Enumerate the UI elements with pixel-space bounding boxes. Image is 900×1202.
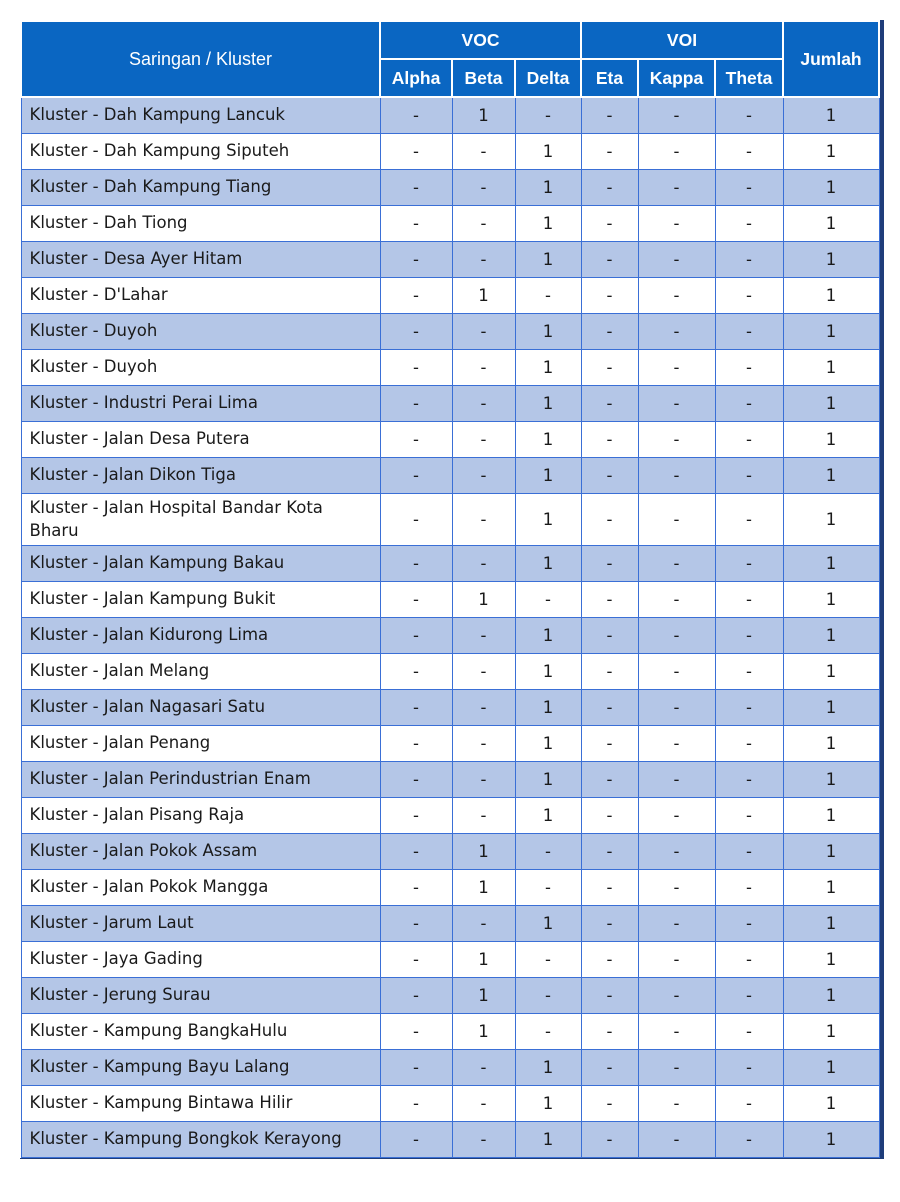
- cell-beta: 1: [452, 97, 515, 134]
- cell-total: 1: [783, 1050, 879, 1086]
- cell-total: 1: [783, 798, 879, 834]
- table-row: [21, 978, 879, 1014]
- cell-name: Kluster - Jalan Melang: [21, 654, 380, 690]
- table-row: [21, 422, 879, 458]
- cell-name: Kluster - Jalan Hospital Bandar Kota Bharu: [21, 494, 380, 546]
- cell-theta: -: [715, 726, 783, 762]
- cell-alpha: -: [380, 690, 452, 726]
- cell-alpha: -: [380, 618, 452, 654]
- cell-eta: -: [581, 618, 638, 654]
- cell-beta: -: [452, 906, 515, 942]
- cell-delta: -: [515, 582, 581, 618]
- cell-name: Kluster - Jalan Dikon Tiga: [21, 458, 380, 494]
- cell-eta: -: [581, 654, 638, 690]
- cell-delta: 1: [515, 458, 581, 494]
- cell-eta: -: [581, 726, 638, 762]
- header-filter-cluster: Saringan / Kluster: [21, 21, 380, 97]
- cell-kappa: -: [638, 618, 715, 654]
- cell-alpha: -: [380, 834, 452, 870]
- cell-kappa: -: [638, 494, 715, 546]
- cell-kappa: -: [638, 350, 715, 386]
- cell-delta: -: [515, 870, 581, 906]
- cell-name: Kluster - Jalan Pokok Mangga: [21, 870, 380, 906]
- cell-total: 1: [783, 1086, 879, 1122]
- cell-theta: -: [715, 942, 783, 978]
- cell-name: Kluster - Kampung Bongkok Kerayong: [21, 1122, 380, 1158]
- cell-kappa: -: [638, 906, 715, 942]
- table-row: [21, 546, 879, 582]
- cell-kappa: -: [638, 458, 715, 494]
- cell-eta: -: [581, 942, 638, 978]
- cell-eta: -: [581, 798, 638, 834]
- cell-name: Kluster - Dah Kampung Lancuk: [21, 97, 380, 134]
- table-row: [21, 314, 879, 350]
- cell-theta: -: [715, 618, 783, 654]
- cell-kappa: -: [638, 870, 715, 906]
- cell-total: 1: [783, 494, 879, 546]
- cell-delta: -: [515, 1014, 581, 1050]
- cell-delta: 1: [515, 170, 581, 206]
- cell-name: Kluster - Dah Kampung Tiang: [21, 170, 380, 206]
- cell-alpha: -: [380, 458, 452, 494]
- cell-delta: 1: [515, 726, 581, 762]
- cell-total: 1: [783, 458, 879, 494]
- cell-total: 1: [783, 1122, 879, 1158]
- cell-eta: -: [581, 458, 638, 494]
- cell-total: 1: [783, 170, 879, 206]
- header-theta: Theta: [715, 59, 783, 97]
- table-row: [21, 1014, 879, 1050]
- cell-total: 1: [783, 726, 879, 762]
- cell-total: 1: [783, 978, 879, 1014]
- cell-theta: -: [715, 1086, 783, 1122]
- cell-total: 1: [783, 242, 879, 278]
- cell-total: 1: [783, 654, 879, 690]
- cell-delta: 1: [515, 242, 581, 278]
- cell-delta: 1: [515, 762, 581, 798]
- table-row: [21, 906, 879, 942]
- cell-eta: -: [581, 242, 638, 278]
- cell-total: 1: [783, 906, 879, 942]
- cell-beta: -: [452, 242, 515, 278]
- table-row: [21, 942, 879, 978]
- cell-delta: 1: [515, 690, 581, 726]
- header-delta: Delta: [515, 59, 581, 97]
- cell-name: Kluster - Kampung Bayu Lalang: [21, 1050, 380, 1086]
- cell-kappa: -: [638, 978, 715, 1014]
- cell-eta: -: [581, 1050, 638, 1086]
- table-row: [21, 726, 879, 762]
- cell-total: 1: [783, 422, 879, 458]
- cell-kappa: -: [638, 1086, 715, 1122]
- cell-theta: -: [715, 1014, 783, 1050]
- cell-theta: -: [715, 170, 783, 206]
- cell-alpha: -: [380, 278, 452, 314]
- cell-theta: -: [715, 546, 783, 582]
- cell-eta: -: [581, 1086, 638, 1122]
- header-voi: VOI: [581, 21, 783, 59]
- cell-theta: -: [715, 1050, 783, 1086]
- cell-beta: -: [452, 762, 515, 798]
- table-row: [21, 97, 879, 134]
- cell-beta: -: [452, 1050, 515, 1086]
- cell-name: Kluster - Jarum Laut: [21, 906, 380, 942]
- cell-alpha: -: [380, 494, 452, 546]
- cell-eta: -: [581, 582, 638, 618]
- cell-delta: -: [515, 978, 581, 1014]
- table-row: [21, 350, 879, 386]
- cell-beta: -: [452, 134, 515, 170]
- cell-name: Kluster - Desa Ayer Hitam: [21, 242, 380, 278]
- cell-delta: 1: [515, 350, 581, 386]
- cell-kappa: -: [638, 834, 715, 870]
- cell-eta: -: [581, 97, 638, 134]
- cell-alpha: -: [380, 97, 452, 134]
- cell-beta: 1: [452, 582, 515, 618]
- cell-alpha: -: [380, 582, 452, 618]
- cell-eta: -: [581, 978, 638, 1014]
- header-kappa: Kappa: [638, 59, 715, 97]
- cell-name: Kluster - Jerung Surau: [21, 978, 380, 1014]
- cell-beta: 1: [452, 942, 515, 978]
- table-row: [21, 1050, 879, 1086]
- cell-alpha: -: [380, 1014, 452, 1050]
- cell-name: Kluster - Kampung BangkaHulu: [21, 1014, 380, 1050]
- cell-beta: 1: [452, 978, 515, 1014]
- cell-total: 1: [783, 582, 879, 618]
- cell-delta: 1: [515, 1122, 581, 1158]
- cell-alpha: -: [380, 870, 452, 906]
- cell-alpha: -: [380, 386, 452, 422]
- header-beta: Beta: [452, 59, 515, 97]
- cell-beta: -: [452, 726, 515, 762]
- cell-beta: -: [452, 458, 515, 494]
- table-row: [21, 494, 879, 546]
- cell-eta: -: [581, 170, 638, 206]
- cell-beta: 1: [452, 1014, 515, 1050]
- cell-beta: -: [452, 386, 515, 422]
- cell-theta: -: [715, 134, 783, 170]
- cell-eta: -: [581, 690, 638, 726]
- table-row: [21, 654, 879, 690]
- table-row: [21, 458, 879, 494]
- cell-beta: -: [452, 546, 515, 582]
- cell-delta: 1: [515, 546, 581, 582]
- cell-kappa: -: [638, 726, 715, 762]
- cell-name: Kluster - Jalan Kampung Bakau: [21, 546, 380, 582]
- cell-name: Kluster - Industri Perai Lima: [21, 386, 380, 422]
- cell-name: Kluster - Jalan Perindustrian Enam: [21, 762, 380, 798]
- table-row: [21, 278, 879, 314]
- cell-eta: -: [581, 422, 638, 458]
- cell-theta: -: [715, 870, 783, 906]
- table-row: [21, 798, 879, 834]
- cell-delta: 1: [515, 906, 581, 942]
- cell-total: 1: [783, 1014, 879, 1050]
- cell-beta: -: [452, 1086, 515, 1122]
- cell-alpha: -: [380, 798, 452, 834]
- cell-kappa: -: [638, 170, 715, 206]
- cell-theta: -: [715, 422, 783, 458]
- cell-name: Kluster - Jalan Pokok Assam: [21, 834, 380, 870]
- table-body: [21, 97, 879, 1158]
- cell-theta: -: [715, 978, 783, 1014]
- cell-eta: -: [581, 350, 638, 386]
- cell-theta: -: [715, 1122, 783, 1158]
- cell-delta: 1: [515, 654, 581, 690]
- cell-delta: -: [515, 942, 581, 978]
- cell-alpha: -: [380, 546, 452, 582]
- cell-eta: -: [581, 1122, 638, 1158]
- table-row: [21, 170, 879, 206]
- cell-name: Kluster - D'Lahar: [21, 278, 380, 314]
- cell-beta: -: [452, 654, 515, 690]
- cell-kappa: -: [638, 422, 715, 458]
- cell-total: 1: [783, 386, 879, 422]
- cell-alpha: -: [380, 206, 452, 242]
- cell-theta: -: [715, 494, 783, 546]
- cell-name: Kluster - Dah Tiong: [21, 206, 380, 242]
- cell-eta: -: [581, 494, 638, 546]
- table-row: [21, 1086, 879, 1122]
- cell-total: 1: [783, 134, 879, 170]
- table-row: [21, 690, 879, 726]
- cluster-table-container: [20, 20, 884, 1159]
- header-voc: VOC: [380, 21, 581, 59]
- cell-alpha: -: [380, 170, 452, 206]
- cell-alpha: -: [380, 242, 452, 278]
- cell-alpha: -: [380, 762, 452, 798]
- cell-theta: -: [715, 386, 783, 422]
- cell-kappa: -: [638, 97, 715, 134]
- cell-kappa: -: [638, 242, 715, 278]
- cell-total: 1: [783, 546, 879, 582]
- cell-theta: -: [715, 242, 783, 278]
- header-total: Jumlah: [783, 21, 879, 97]
- cell-eta: -: [581, 834, 638, 870]
- table-row: [21, 870, 879, 906]
- cell-beta: -: [452, 1122, 515, 1158]
- cell-name: Kluster - Jalan Pisang Raja: [21, 798, 380, 834]
- cell-alpha: -: [380, 906, 452, 942]
- cell-theta: -: [715, 690, 783, 726]
- table-row: [21, 762, 879, 798]
- cell-kappa: -: [638, 942, 715, 978]
- cell-delta: 1: [515, 1086, 581, 1122]
- cell-alpha: -: [380, 1086, 452, 1122]
- cell-beta: 1: [452, 834, 515, 870]
- cell-beta: -: [452, 206, 515, 242]
- cell-kappa: -: [638, 386, 715, 422]
- cell-name: Kluster - Duyoh: [21, 350, 380, 386]
- cell-alpha: -: [380, 1050, 452, 1086]
- cell-theta: -: [715, 762, 783, 798]
- cell-delta: 1: [515, 206, 581, 242]
- cell-delta: 1: [515, 422, 581, 458]
- cell-beta: -: [452, 690, 515, 726]
- cell-total: 1: [783, 690, 879, 726]
- cell-total: 1: [783, 618, 879, 654]
- cell-total: 1: [783, 834, 879, 870]
- cell-theta: -: [715, 906, 783, 942]
- table-row: [21, 618, 879, 654]
- cell-kappa: -: [638, 278, 715, 314]
- cell-beta: -: [452, 170, 515, 206]
- cell-delta: -: [515, 278, 581, 314]
- cell-name: Kluster - Duyoh: [21, 314, 380, 350]
- cell-beta: -: [452, 618, 515, 654]
- cell-alpha: -: [380, 942, 452, 978]
- table-row: [21, 134, 879, 170]
- cell-eta: -: [581, 314, 638, 350]
- cell-name: Kluster - Jaya Gading: [21, 942, 380, 978]
- cell-name: Kluster - Jalan Kidurong Lima: [21, 618, 380, 654]
- cell-total: 1: [783, 762, 879, 798]
- cell-total: 1: [783, 206, 879, 242]
- cell-eta: -: [581, 134, 638, 170]
- cell-total: 1: [783, 942, 879, 978]
- cell-name: Kluster - Jalan Desa Putera: [21, 422, 380, 458]
- cell-name: Kluster - Dah Kampung Siputeh: [21, 134, 380, 170]
- cell-name: Kluster - Kampung Bintawa Hilir: [21, 1086, 380, 1122]
- cell-eta: -: [581, 906, 638, 942]
- cell-name: Kluster - Jalan Penang: [21, 726, 380, 762]
- table-row: [21, 386, 879, 422]
- cell-beta: -: [452, 798, 515, 834]
- cell-kappa: -: [638, 1122, 715, 1158]
- cell-beta: 1: [452, 278, 515, 314]
- header-eta: Eta: [581, 59, 638, 97]
- cell-theta: -: [715, 458, 783, 494]
- cell-total: 1: [783, 350, 879, 386]
- cell-alpha: -: [380, 726, 452, 762]
- cell-theta: -: [715, 834, 783, 870]
- cell-alpha: -: [380, 422, 452, 458]
- cell-delta: 1: [515, 1050, 581, 1086]
- cell-beta: -: [452, 494, 515, 546]
- cell-beta: -: [452, 314, 515, 350]
- cell-kappa: -: [638, 762, 715, 798]
- cell-eta: -: [581, 278, 638, 314]
- cell-delta: 1: [515, 314, 581, 350]
- cell-eta: -: [581, 386, 638, 422]
- cell-kappa: -: [638, 798, 715, 834]
- cell-total: 1: [783, 278, 879, 314]
- cell-delta: 1: [515, 134, 581, 170]
- cell-kappa: -: [638, 1050, 715, 1086]
- cell-theta: -: [715, 278, 783, 314]
- cell-theta: -: [715, 206, 783, 242]
- cell-delta: 1: [515, 618, 581, 654]
- cell-delta: 1: [515, 386, 581, 422]
- cell-theta: -: [715, 654, 783, 690]
- cell-total: 1: [783, 314, 879, 350]
- cell-theta: -: [715, 798, 783, 834]
- cell-kappa: -: [638, 654, 715, 690]
- cell-delta: -: [515, 834, 581, 870]
- table-row: [21, 1122, 879, 1158]
- cell-beta: 1: [452, 870, 515, 906]
- cell-kappa: -: [638, 582, 715, 618]
- cell-name: Kluster - Jalan Kampung Bukit: [21, 582, 380, 618]
- cell-kappa: -: [638, 206, 715, 242]
- cell-theta: -: [715, 314, 783, 350]
- table-row: [21, 242, 879, 278]
- cell-alpha: -: [380, 654, 452, 690]
- cell-beta: -: [452, 422, 515, 458]
- cell-eta: -: [581, 206, 638, 242]
- table-row: [21, 206, 879, 242]
- cell-eta: -: [581, 762, 638, 798]
- cell-delta: 1: [515, 798, 581, 834]
- table-header: [21, 21, 879, 97]
- cell-eta: -: [581, 870, 638, 906]
- cell-eta: -: [581, 1014, 638, 1050]
- cell-total: 1: [783, 870, 879, 906]
- cell-kappa: -: [638, 314, 715, 350]
- cell-alpha: -: [380, 1122, 452, 1158]
- cell-name: Kluster - Jalan Nagasari Satu: [21, 690, 380, 726]
- cell-delta: -: [515, 97, 581, 134]
- cell-alpha: -: [380, 978, 452, 1014]
- cell-kappa: -: [638, 546, 715, 582]
- cell-kappa: -: [638, 690, 715, 726]
- cell-eta: -: [581, 546, 638, 582]
- cell-alpha: -: [380, 314, 452, 350]
- cell-theta: -: [715, 350, 783, 386]
- cell-theta: -: [715, 97, 783, 134]
- cell-theta: -: [715, 582, 783, 618]
- table-row: [21, 834, 879, 870]
- cell-kappa: -: [638, 1014, 715, 1050]
- cell-delta: 1: [515, 494, 581, 546]
- table-row: [21, 582, 879, 618]
- cell-beta: -: [452, 350, 515, 386]
- cell-alpha: -: [380, 134, 452, 170]
- header-alpha: Alpha: [380, 59, 452, 97]
- cell-total: 1: [783, 97, 879, 134]
- cell-alpha: -: [380, 350, 452, 386]
- cell-kappa: -: [638, 134, 715, 170]
- cluster-variant-table: [20, 20, 880, 1158]
